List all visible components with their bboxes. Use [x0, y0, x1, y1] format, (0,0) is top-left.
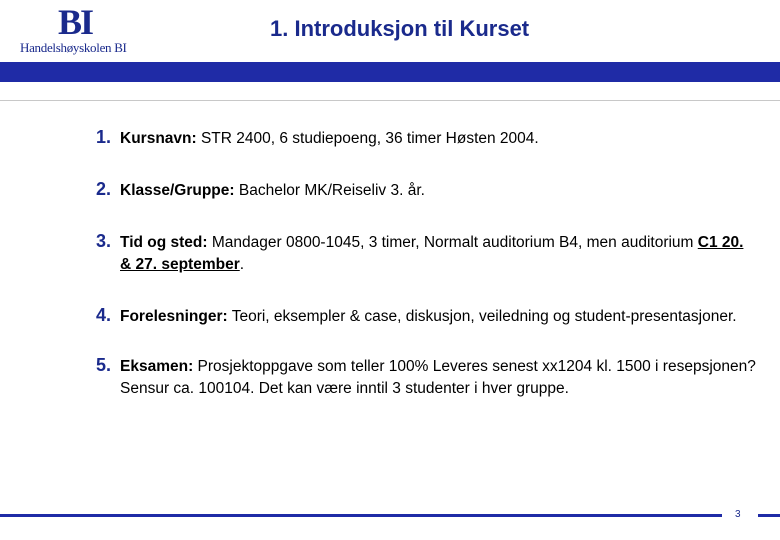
logo-name: Handelshøyskolen BI: [20, 40, 127, 55]
footer-rule: [0, 514, 722, 517]
logo-mark: BI: [58, 2, 93, 42]
list-item: [96, 232, 756, 276]
item-number: 2.: [96, 179, 112, 199]
item-text: Prosjektoppgave som teller 100% Leveres senest xx1204 kl. 1500 i resepsjonen? Sensur ca. 100104. Det kan være inntil 3 studenter i hver gruppe.: [120, 358, 756, 397]
item-label: Klasse/Gruppe:: [120, 182, 235, 199]
slide-title: 1. Introduksjon til Kurset: [270, 16, 530, 41]
item-text: Bachelor MK/Reiseliv 3. år.: [234, 182, 425, 199]
content-list: [96, 128, 756, 400]
item-underlined-text: C1 20. & 27. september: [120, 234, 744, 273]
item-label: Forelesninger:: [120, 308, 228, 325]
list-item: [96, 128, 756, 150]
item-label: Eksamen:: [120, 358, 194, 375]
header-band: [0, 62, 780, 82]
item-number: 4.: [96, 305, 112, 325]
item-text: Mandager 0800-1045, 3 timer, Normalt auditorium B4, men auditorium: [207, 234, 698, 251]
list-item: [96, 356, 756, 400]
item-number: 1.: [96, 127, 112, 147]
list-item: [96, 180, 756, 202]
footer-rule-right: [758, 514, 780, 517]
item-text: Teori, eksempler & case, diskusjon, veiledning og student-presentasjoner.: [227, 308, 737, 325]
item-number: 5.: [96, 355, 112, 375]
item-label: Tid og sted:: [120, 234, 208, 251]
item-number: 3.: [96, 231, 112, 251]
item-text-end: .: [239, 256, 245, 273]
page-number: 3: [735, 509, 741, 520]
item-label: Kursnavn:: [120, 130, 197, 147]
bi-logo: [20, 2, 140, 56]
header-divider: [0, 100, 780, 101]
list-item: [96, 306, 756, 328]
item-text: STR 2400, 6 studiepoeng, 36 timer Høsten 2004.: [196, 130, 539, 147]
